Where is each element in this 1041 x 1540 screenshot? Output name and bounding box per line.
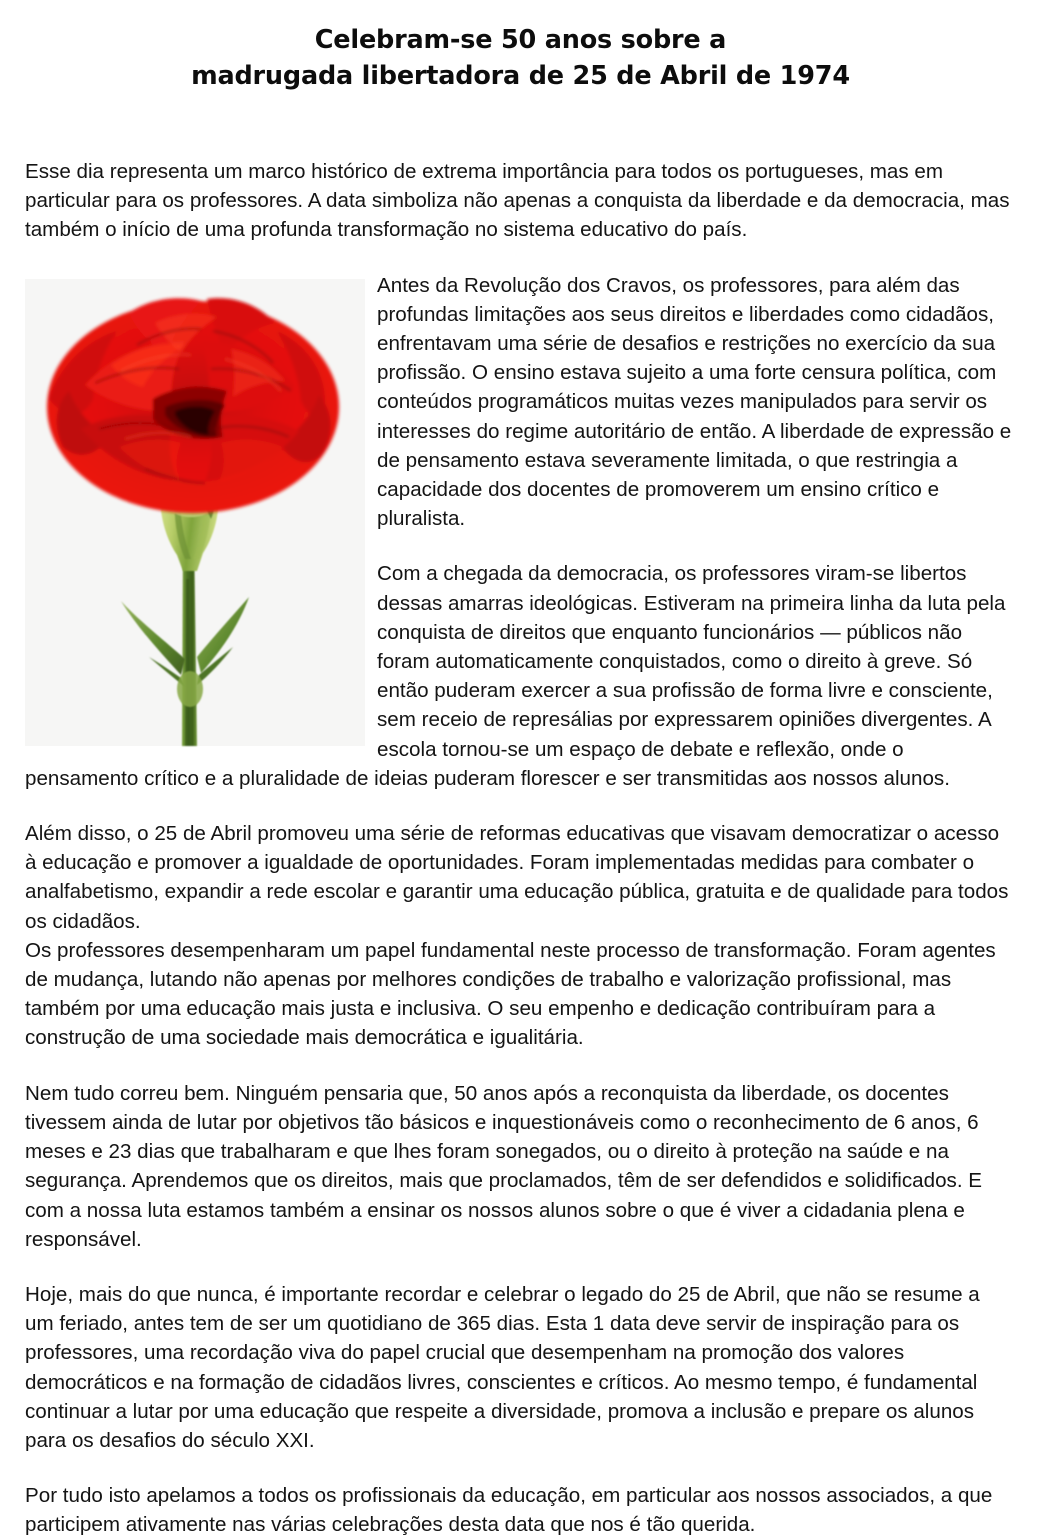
paragraph-8: Por tudo isto apelamos a todos os profissionais da educação, em particular aos nossos associados, a que participem ativamente nas várias celebrações desta data que nos é tão querida. [25,1484,993,1537]
red-carnation-photo [25,279,365,746]
page-title [25,22,1016,94]
title-line-2: madrugada libertadora de 25 de Abril de 1974 [191,61,850,91]
paragraph-2: Antes da Revolução dos Cravos, os professores, para além das profundas limitações aos seus direitos e liberdades como cidadãos, enfrentavam uma série de desafios e restrições no exercício da sua profissão. O ensino estava sujeito a uma forte censura política, com conteúdos programáticos muitas vezes manipulados para servir os interesses do regime autoritário de então. A liberdade de expressão e de pensamento estava severamente limitada, o que restringia a capacidade dos docentes de promoverem um ensino crítico e pluralista. [377,273,1012,531]
title-line-1: Celebram-se 50 anos sobre a [314,25,727,55]
paragraph-1: Esse dia representa um marco histórico de extrema importância para todos os portugueses, mas em particular para os professores. A data simboliza não apenas a conquista da liberdade e da democracia, mas também o início de uma profunda transformação no sistema educativo do país. [25,160,1010,242]
paragraph-4: Além disso, o 25 de Abril promoveu uma série de reformas educativas que visavam democratizar o acesso à educação e promover a igualdade de oportunidades. Foram implementadas medidas para combater o analfabetismo, expandir a rede escolar e garantir uma educação pública, gratuita e de qualidade para todos os cidadãos. [25,822,1009,933]
image-text-wrap-region [25,271,1013,936]
paragraph-5: Os professores desempenharam um papel fundamental neste processo de transformação. Foram agentes de mudança, lutando não apenas por melhores condições de trabalho e valorização profissional, mas também por uma educação mais justa e inclusiva. O seu empenho e dedicação contribuíram para a construção de uma sociedade mais democrática e igualitária. [25,938,996,1050]
paragraph-3: Com a chegada da democracia, os professores viram-se libertos dessas amarras ideológicas. Estiveram na primeira linha da luta pela conquista de direitos que enquanto funcionários — públicos não foram automaticamente conquistados, como o direito à greve. Só então puderam exercer a sua profissão de forma livre e consciente, sem receio de represálias por expressarem opiniões divergentes. A escola tornou-se um espaço de debate e reflexão, onde o pensamento crítico e a pluralidade de ideias puderam florescer e ser transmitidas aos nossos alunos. [25,562,1006,790]
article-body [25,157,1013,1540]
paragraph-7: Hoje, mais do que nunca, é importante recordar e celebrar o legado do 25 de Abril, que não se resume a um feriado, antes tem de ser um quotidiano de 365 dias. Esta 1 data deve servir de inspiração para os professores, uma recordação viva do papel crucial que desempenham na promoção dos valores democráticos e na formação de cidadãos livres, conscientes e críticos. Ao mesmo tempo, é fundamental continuar a lutar por uma educação que respeite a diversidade, promova a inclusão e prepare os alunos para os desafios do século XXI. [25,1282,980,1452]
paragraph-6: Nem tudo correu bem. Ninguém pensaria que, 50 anos após a reconquista da liberdade, os docentes tivessem ainda de lutar por objetivos tão básicos e inquestionáveis como o reconhecimento de 6 anos, 6 meses e 23 dias que trabalharam e que lhes foram sonegados, ou o direito à proteção na saúde e na segurança. Aprendemos que os direitos, mais que proclamados, têm de ser defendidos e solidificados. E com a nossa luta estamos também a ensinar os nossos alunos sobre o que é viver a cidadania plena e responsável. [25,1081,983,1251]
